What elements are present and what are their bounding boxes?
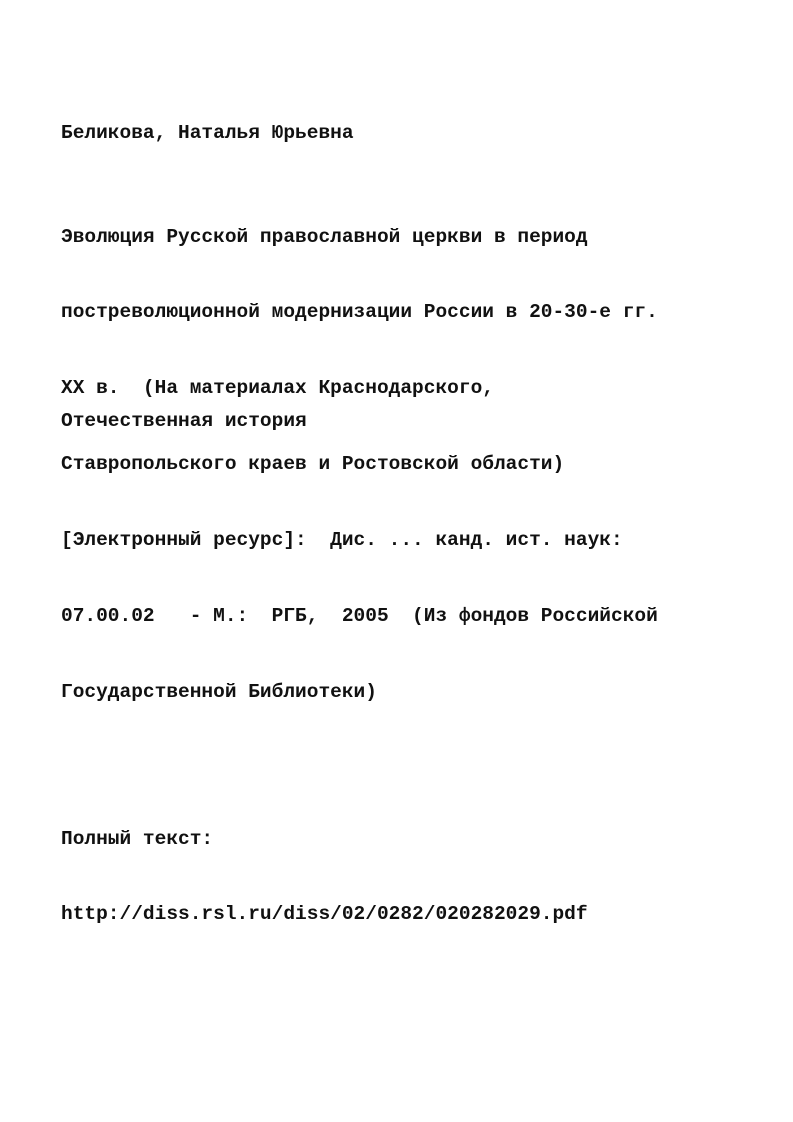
author-name: Беликова, Наталья Юрьевна [61,122,354,144]
title-line: [Электронный ресурс]: Дис. ... канд. ист. наук: [61,529,623,552]
subject-heading: Отечественная история [61,410,307,432]
bibliographic-description [61,174,658,731]
fulltext-section [61,776,588,953]
fulltext-label: Полный текст: [61,827,214,850]
fulltext-link[interactable]: http://diss.rsl.ru/diss/02/0282/020282029.pdf [61,903,588,926]
title-line: Ставропольского краев и Ростовской области) [61,453,565,476]
title-line: 07.00.02 - М.: РГБ, 2005 (Из фондов Российской [61,605,658,628]
title-line: Эволюция Русской православной церкви в период [61,225,588,248]
title-line: Государственной Библиотеки) [61,680,377,703]
title-line: постреволюционной модернизации России в 20-30-е гг. [61,301,658,324]
title-line: XX в. (На материалах Краснодарского, [61,377,494,400]
